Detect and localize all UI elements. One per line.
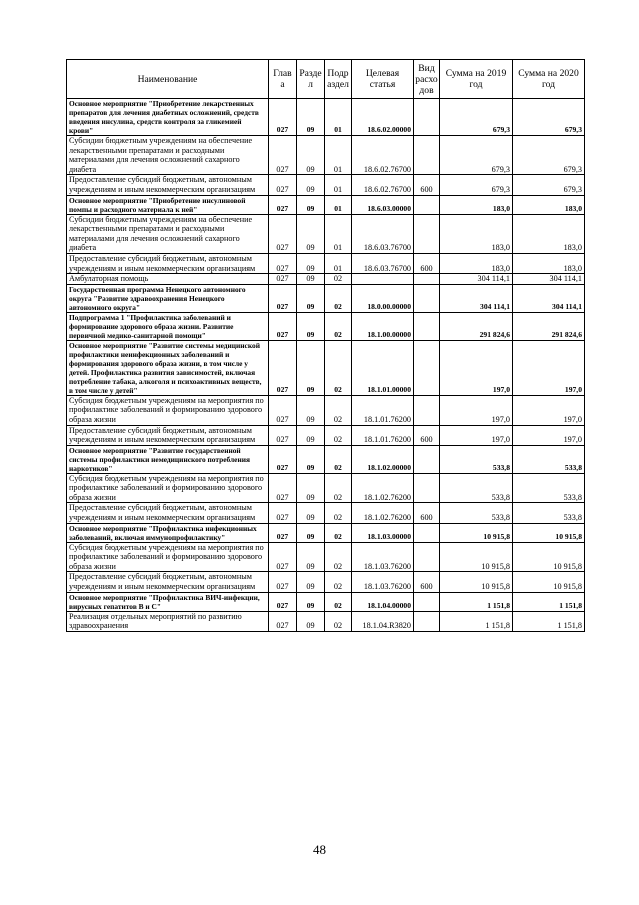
row-podrazdel-cell: 01 xyxy=(325,253,352,273)
row-name-cell: Основное мероприятие "Профилактика ВИЧ-инфекции, вирусных гепатитов В и С" xyxy=(67,592,269,611)
row-glava-cell: 027 xyxy=(269,284,297,312)
row-glava-cell: 027 xyxy=(269,523,297,542)
row-glava-cell: 027 xyxy=(269,473,297,503)
row-glava-cell: 027 xyxy=(269,136,297,175)
row-podrazdel-cell: 02 xyxy=(325,523,352,542)
row-name-cell: Предоставление субсидий бюджетным, автономным учреждениям и иным некоммерческим организациям xyxy=(67,175,269,195)
row-vid-cell xyxy=(414,592,440,611)
row-sum-2019-cell: 197,0 xyxy=(440,425,513,445)
row-glava-cell: 027 xyxy=(269,503,297,523)
row-sum-2019-cell: 10 915,8 xyxy=(440,523,513,542)
row-podrazdel-cell: 02 xyxy=(325,473,352,503)
row-sum-2019-cell: 533,8 xyxy=(440,473,513,503)
page-number: 48 xyxy=(313,842,326,857)
row-razdel-cell: 09 xyxy=(297,195,325,214)
row-sum-2020-cell: 679,3 xyxy=(513,99,585,136)
row-sum-2019-cell: 183,0 xyxy=(440,253,513,273)
row-name-cell: Субсидия бюджетным учреждениям на мероприятия по профилактике заболеваний и формированию здорового образа жизни xyxy=(67,395,269,425)
row-sum-2020-cell: 304 114,1 xyxy=(513,274,585,285)
row-podrazdel-cell: 02 xyxy=(325,284,352,312)
row-article-cell: 18.1.01.00000 xyxy=(352,340,414,395)
row-razdel-cell: 09 xyxy=(297,592,325,611)
row-vid-cell: 600 xyxy=(414,425,440,445)
row-vid-cell xyxy=(414,214,440,253)
row-podrazdel-cell: 02 xyxy=(325,542,352,572)
row-razdel-cell: 09 xyxy=(297,175,325,195)
row-article-cell: 18.1.02.00000 xyxy=(352,445,414,473)
table-row xyxy=(67,175,585,195)
row-sum-2019-cell: 679,3 xyxy=(440,175,513,195)
header-vid: Вид расхо дов xyxy=(414,60,440,99)
row-name-cell: Предоставление субсидий бюджетным, автономным учреждениям и иным некоммерческим организациям xyxy=(67,253,269,273)
row-podrazdel-cell: 02 xyxy=(325,572,352,592)
row-sum-2019-cell: 197,0 xyxy=(440,340,513,395)
row-sum-2020-cell: 533,8 xyxy=(513,503,585,523)
row-vid-cell xyxy=(414,340,440,395)
row-sum-2020-cell: 10 915,8 xyxy=(513,542,585,572)
row-glava-cell: 027 xyxy=(269,214,297,253)
row-podrazdel-cell: 02 xyxy=(325,445,352,473)
table-row xyxy=(67,611,585,631)
row-name-cell: Государственная программа Ненецкого автономного округа "Развитие здравоохранения Ненецкого автономного округа" xyxy=(67,284,269,312)
row-sum-2020-cell: 1 151,8 xyxy=(513,611,585,631)
row-sum-2020-cell: 197,0 xyxy=(513,395,585,425)
row-razdel-cell: 09 xyxy=(297,473,325,503)
row-sum-2020-cell: 533,8 xyxy=(513,473,585,503)
header-razdel: Разде л xyxy=(297,60,325,99)
table-row xyxy=(67,195,585,214)
row-vid-cell: 600 xyxy=(414,503,440,523)
row-vid-cell xyxy=(414,395,440,425)
row-name-cell: Субсидия бюджетным учреждениям на мероприятия по профилактике заболеваний и формированию здорового образа жизни xyxy=(67,473,269,503)
row-razdel-cell: 09 xyxy=(297,445,325,473)
row-article-cell: 18.1.04.R3820 xyxy=(352,611,414,631)
row-sum-2019-cell: 304 114,1 xyxy=(440,284,513,312)
row-sum-2019-cell: 291 824,6 xyxy=(440,312,513,340)
row-vid-cell xyxy=(414,284,440,312)
row-name-cell: Основное мероприятие "Приобретение инсулиновой помпы и расходного материала к ней" xyxy=(67,195,269,214)
row-vid-cell: 600 xyxy=(414,253,440,273)
row-sum-2019-cell: 197,0 xyxy=(440,395,513,425)
row-glava-cell: 027 xyxy=(269,175,297,195)
table-row xyxy=(67,523,585,542)
row-name-cell: Субсидия бюджетным учреждениям на мероприятия по профилактике заболеваний и формированию здорового образа жизни xyxy=(67,542,269,572)
row-vid-cell xyxy=(414,195,440,214)
row-article-cell: 18.1.02.76200 xyxy=(352,473,414,503)
row-article-cell: 18.1.03.76200 xyxy=(352,572,414,592)
row-razdel-cell: 09 xyxy=(297,503,325,523)
row-razdel-cell: 09 xyxy=(297,340,325,395)
header-sum-2019: Сумма на 2019 год xyxy=(440,60,513,99)
row-sum-2020-cell: 533,8 xyxy=(513,445,585,473)
row-sum-2019-cell: 10 915,8 xyxy=(440,542,513,572)
row-article-cell: 18.6.02.76700 xyxy=(352,175,414,195)
row-razdel-cell: 09 xyxy=(297,312,325,340)
row-glava-cell: 027 xyxy=(269,274,297,285)
table-row xyxy=(67,572,585,592)
table-row xyxy=(67,340,585,395)
row-glava-cell: 027 xyxy=(269,592,297,611)
row-name-cell: Реализация отдельных мероприятий по развитию здравоохранения xyxy=(67,611,269,631)
row-name-cell: Основное мероприятие "Развитие государственной системы профилактики немедицинского потребления наркотиков" xyxy=(67,445,269,473)
header-name: Наименование xyxy=(67,60,269,99)
row-article-cell: 18.0.00.00000 xyxy=(352,284,414,312)
row-sum-2019-cell: 1 151,8 xyxy=(440,592,513,611)
row-sum-2020-cell: 10 915,8 xyxy=(513,523,585,542)
row-glava-cell: 027 xyxy=(269,312,297,340)
row-sum-2019-cell: 183,0 xyxy=(440,214,513,253)
row-vid-cell: 600 xyxy=(414,572,440,592)
row-vid-cell xyxy=(414,523,440,542)
row-name-cell: Предоставление субсидий бюджетным, автономным учреждениям и иным некоммерческим организациям xyxy=(67,503,269,523)
row-podrazdel-cell: 02 xyxy=(325,274,352,285)
row-sum-2020-cell: 679,3 xyxy=(513,175,585,195)
row-article-cell xyxy=(352,274,414,285)
row-razdel-cell: 09 xyxy=(297,214,325,253)
row-razdel-cell: 09 xyxy=(297,284,325,312)
header-glava: Глав а xyxy=(269,60,297,99)
row-article-cell: 18.1.02.76200 xyxy=(352,503,414,523)
row-name-cell: Предоставление субсидий бюджетным, автономным учреждениям и иным некоммерческим организациям xyxy=(67,425,269,445)
table-header-row xyxy=(67,60,585,99)
row-sum-2020-cell: 197,0 xyxy=(513,425,585,445)
row-name-cell: Основное мероприятие "Профилактика инфекционных заболеваний, включая иммунопрофилактику" xyxy=(67,523,269,542)
row-podrazdel-cell: 01 xyxy=(325,214,352,253)
row-name-cell: Субсидии бюджетным учреждениям на обеспечение лекарственными препаратами и расходными материалами для лечения осложнений сахарного диабета xyxy=(67,136,269,175)
row-razdel-cell: 09 xyxy=(297,425,325,445)
row-name-cell: Предоставление субсидий бюджетным, автономным учреждениям и иным некоммерческим организациям xyxy=(67,572,269,592)
row-razdel-cell: 09 xyxy=(297,253,325,273)
row-sum-2019-cell: 533,8 xyxy=(440,445,513,473)
row-razdel-cell: 09 xyxy=(297,523,325,542)
row-vid-cell xyxy=(414,136,440,175)
row-article-cell: 18.1.00.00000 xyxy=(352,312,414,340)
row-name-cell: Основное мероприятие "Развитие системы медицинской профилактики неинфекционных заболеваний и формирования здорового образа жизни, в том числе у детей. Профилактика развития зависимостей, включая потребление табака, алкоголя и психоактивных веществ, в том числе у детей" xyxy=(67,340,269,395)
row-article-cell: 18.1.01.76200 xyxy=(352,425,414,445)
row-name-cell: Субсидии бюджетным учреждениям на обеспечение лекарственными препаратами и расходными материалами для лечения осложнений сахарного диабета xyxy=(67,214,269,253)
table-row xyxy=(67,312,585,340)
row-podrazdel-cell: 02 xyxy=(325,395,352,425)
row-name-cell: Амбулаторная помощь xyxy=(67,274,269,285)
row-glava-cell: 027 xyxy=(269,99,297,136)
row-sum-2019-cell: 679,3 xyxy=(440,136,513,175)
row-sum-2020-cell: 183,0 xyxy=(513,214,585,253)
row-podrazdel-cell: 02 xyxy=(325,503,352,523)
table-row xyxy=(67,253,585,273)
row-article-cell: 18.6.03.76700 xyxy=(352,214,414,253)
row-razdel-cell: 09 xyxy=(297,542,325,572)
row-podrazdel-cell: 01 xyxy=(325,175,352,195)
row-podrazdel-cell: 01 xyxy=(325,99,352,136)
row-podrazdel-cell: 02 xyxy=(325,425,352,445)
table-row xyxy=(67,214,585,253)
table-row xyxy=(67,542,585,572)
row-article-cell: 18.6.03.00000 xyxy=(352,195,414,214)
row-vid-cell: 600 xyxy=(414,175,440,195)
row-glava-cell: 027 xyxy=(269,425,297,445)
row-razdel-cell: 09 xyxy=(297,611,325,631)
budget-table xyxy=(66,59,585,632)
row-razdel-cell: 09 xyxy=(297,274,325,285)
header-podrazdel: Подр аздел xyxy=(325,60,352,99)
row-glava-cell: 027 xyxy=(269,340,297,395)
header-article: Целевая статья xyxy=(352,60,414,99)
row-article-cell: 18.1.01.76200 xyxy=(352,395,414,425)
row-glava-cell: 027 xyxy=(269,195,297,214)
row-podrazdel-cell: 01 xyxy=(325,136,352,175)
row-vid-cell xyxy=(414,312,440,340)
row-sum-2019-cell: 10 915,8 xyxy=(440,572,513,592)
row-glava-cell: 027 xyxy=(269,395,297,425)
row-sum-2020-cell: 183,0 xyxy=(513,253,585,273)
row-vid-cell xyxy=(414,542,440,572)
row-article-cell: 18.6.02.76700 xyxy=(352,136,414,175)
row-sum-2020-cell: 304 114,1 xyxy=(513,284,585,312)
row-article-cell: 18.6.03.76700 xyxy=(352,253,414,273)
table-row xyxy=(67,395,585,425)
row-razdel-cell: 09 xyxy=(297,395,325,425)
table-row xyxy=(67,284,585,312)
row-podrazdel-cell: 02 xyxy=(325,340,352,395)
row-sum-2020-cell: 1 151,8 xyxy=(513,592,585,611)
row-article-cell: 18.6.02.00000 xyxy=(352,99,414,136)
row-sum-2019-cell: 304 114,1 xyxy=(440,274,513,285)
row-vid-cell xyxy=(414,473,440,503)
row-glava-cell: 027 xyxy=(269,253,297,273)
row-vid-cell xyxy=(414,611,440,631)
row-sum-2020-cell: 291 824,6 xyxy=(513,312,585,340)
row-razdel-cell: 09 xyxy=(297,99,325,136)
row-vid-cell xyxy=(414,99,440,136)
table-row xyxy=(67,592,585,611)
row-vid-cell xyxy=(414,445,440,473)
row-glava-cell: 027 xyxy=(269,542,297,572)
row-sum-2019-cell: 679,3 xyxy=(440,99,513,136)
row-glava-cell: 027 xyxy=(269,572,297,592)
table-row xyxy=(67,274,585,285)
row-podrazdel-cell: 02 xyxy=(325,611,352,631)
row-sum-2020-cell: 183,0 xyxy=(513,195,585,214)
row-glava-cell: 027 xyxy=(269,445,297,473)
row-article-cell: 18.1.03.76200 xyxy=(352,542,414,572)
row-sum-2020-cell: 197,0 xyxy=(513,340,585,395)
row-sum-2019-cell: 533,8 xyxy=(440,503,513,523)
row-razdel-cell: 09 xyxy=(297,136,325,175)
table-row xyxy=(67,473,585,503)
row-name-cell: Основное мероприятие "Приобретение лекарственных препаратов для лечения диабетных осложнений, средств введения инсулина, средств контроля за гликемией крови" xyxy=(67,99,269,136)
row-glava-cell: 027 xyxy=(269,611,297,631)
row-sum-2019-cell: 1 151,8 xyxy=(440,611,513,631)
table-row xyxy=(67,136,585,175)
row-sum-2019-cell: 183,0 xyxy=(440,195,513,214)
table-row xyxy=(67,99,585,136)
row-vid-cell xyxy=(414,274,440,285)
row-razdel-cell: 09 xyxy=(297,572,325,592)
table-row xyxy=(67,425,585,445)
table-row xyxy=(67,445,585,473)
header-sum-2020: Сумма на 2020 год xyxy=(513,60,585,99)
row-podrazdel-cell: 02 xyxy=(325,592,352,611)
row-article-cell: 18.1.04.00000 xyxy=(352,592,414,611)
row-name-cell: Подпрограмма 1 "Профилактика заболеваний и формирование здорового образа жизни. Развитие первичной медико-санитарной помощи" xyxy=(67,312,269,340)
row-sum-2020-cell: 10 915,8 xyxy=(513,572,585,592)
row-podrazdel-cell: 02 xyxy=(325,312,352,340)
row-article-cell: 18.1.03.00000 xyxy=(352,523,414,542)
row-sum-2020-cell: 679,3 xyxy=(513,136,585,175)
row-podrazdel-cell: 01 xyxy=(325,195,352,214)
table-row xyxy=(67,503,585,523)
